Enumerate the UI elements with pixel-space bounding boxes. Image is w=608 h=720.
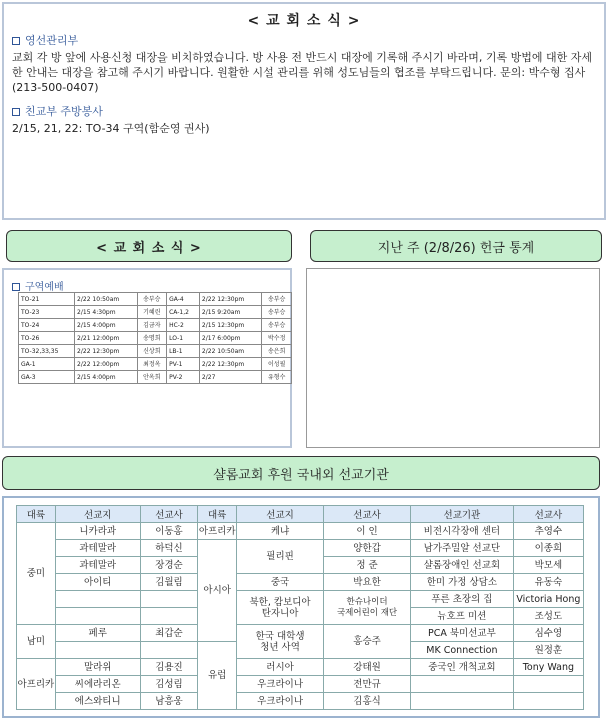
facility-notice-text: 교회 각 방 앞에 사용신청 대장을 비치하였습니다. 방 사용 전 반드시 대장에 기록해 주시기 바라며, 기록 방법에 대한 자세한 안내는 대장을 참고해 주시기 바랍니다. 원활한 시설 관리를 위해 성도님들의 협조를 부탁드립니다. 문의: 박수형 집사(213-500-0407): [12, 51, 592, 94]
district-row: [19, 306, 292, 319]
district-row: [19, 332, 292, 345]
district-cell: 최정옥: [137, 358, 167, 371]
district-cell: 김금자: [137, 319, 167, 332]
missions-header-cell: 선교사: [513, 506, 583, 523]
missions-row: [17, 693, 584, 710]
missions-cell: 한국 대학생 청년 사역: [237, 625, 324, 659]
district-cell: TO-26: [19, 332, 75, 345]
missions-cell: 심수영: [513, 625, 583, 642]
tab-church-news[interactable]: [6, 230, 292, 262]
missions-cell: [140, 642, 198, 659]
district-worship-heading: 구역예배: [25, 282, 64, 293]
district-cell: 2/15 12:30pm: [199, 319, 261, 332]
missions-cell: 양한갑: [324, 540, 411, 557]
missions-cell: 전만규: [324, 676, 411, 693]
district-cell: TO-32,33,35: [19, 345, 75, 358]
district-cell: 송부승: [262, 319, 292, 332]
district-cell: 2/22 12:00pm: [75, 358, 137, 371]
continent-cell: 아시아: [198, 540, 237, 642]
district-cell: 송은희: [262, 345, 292, 358]
missions-cell: 박요한: [324, 574, 411, 591]
district-cell: GA-4: [167, 293, 200, 306]
missions-cell: [411, 693, 514, 710]
district-cell: 2/27: [199, 371, 261, 384]
district-row: [19, 319, 292, 332]
square-bullet-icon: [12, 283, 20, 291]
missions-cell: [140, 591, 198, 608]
missions-banner: [2, 456, 600, 490]
district-cell: 2/17 6:00pm: [199, 332, 261, 345]
district-row: [19, 293, 292, 306]
missions-cell: PCA 북미선교부: [411, 625, 514, 642]
district-row: [19, 371, 292, 384]
missions-cell: 우크라이나: [237, 693, 324, 710]
district-cell: 2/15 4:00pm: [75, 371, 137, 384]
missions-cell: 중국인 개척교회: [411, 659, 514, 676]
missions-cell: 추영수: [513, 523, 583, 540]
missions-cell: 니카라과: [55, 523, 140, 540]
missions-cell: 아이티: [55, 574, 140, 591]
missions-cell: 강태원: [324, 659, 411, 676]
district-cell: 안옥희: [137, 371, 167, 384]
missions-header-cell: 대륙: [17, 506, 56, 523]
continent-cell: 남미: [17, 625, 56, 659]
missions-cell: 중국: [237, 574, 324, 591]
missions-row: [17, 591, 584, 608]
missions-cell: 샬롬장애인 선교회: [411, 557, 514, 574]
district-cell: 박수정: [262, 332, 292, 345]
missions-cell: 이동홍: [140, 523, 198, 540]
missions-row: [17, 574, 584, 591]
district-cell: TO-24: [19, 319, 75, 332]
district-cell: 송부승: [262, 293, 292, 306]
missions-cell: Victoria Hong: [513, 591, 583, 608]
district-cell: 2/21 12:00pm: [75, 332, 137, 345]
missions-cell: 비전시각장애 센터: [411, 523, 514, 540]
district-cell: 2/15 4:00pm: [75, 319, 137, 332]
missions-header-cell: 선교지: [237, 506, 324, 523]
district-cell: 2/22 12:30pm: [199, 293, 261, 306]
church-notice-panel: [2, 2, 606, 220]
missions-panel: [2, 496, 600, 718]
missions-cell: MK Connection: [411, 642, 514, 659]
offering-stats-panel: [306, 268, 600, 448]
tab-offering-stats-label: 지난 주 (2/8/26) 헌금 통계: [377, 240, 535, 256]
missions-cell: 김성림: [140, 676, 198, 693]
missions-cell: 에스와티니: [55, 693, 140, 710]
district-cell: 2/15 4:30pm: [75, 306, 137, 319]
missions-header-cell: 대륙: [198, 506, 237, 523]
missions-header-cell: 선교사: [324, 506, 411, 523]
missions-cell: [513, 676, 583, 693]
district-cell: 이성필: [262, 358, 292, 371]
missions-cell: 과테말라: [55, 557, 140, 574]
missions-cell: 케냐: [237, 523, 324, 540]
missions-cell: [55, 591, 140, 608]
missions-cell: [140, 608, 198, 625]
missions-cell: 하덕신: [140, 540, 198, 557]
district-cell: GA-1: [19, 358, 75, 371]
missions-cell: 과테말라: [55, 540, 140, 557]
missions-cell: [55, 608, 140, 625]
missions-cell: 페루: [55, 625, 140, 642]
missions-cell: 조성도: [513, 608, 583, 625]
missions-cell: 김월림: [140, 574, 198, 591]
missions-cell: 남가주밀알 선교단: [411, 540, 514, 557]
missions-cell: 원정훈: [513, 642, 583, 659]
missions-cell: Tony Wang: [513, 659, 583, 676]
tab-offering-stats[interactable]: [310, 230, 602, 262]
missions-cell: 정 준: [324, 557, 411, 574]
missions-cell: 장경순: [140, 557, 198, 574]
missions-cell: 말라위: [55, 659, 140, 676]
missions-row: [17, 676, 584, 693]
district-cell: 2/15 9:20am: [199, 306, 261, 319]
district-cell: 2/22 10:50am: [75, 293, 137, 306]
missions-cell: 우크라이나: [237, 676, 324, 693]
district-cell: PV-2: [167, 371, 200, 384]
district-worship-panel: [2, 268, 292, 448]
square-bullet-icon: [12, 108, 20, 116]
missions-banner-title: 샬롬교회 후원 국내외 선교기관: [213, 467, 389, 483]
missions-cell: 김홍식: [324, 693, 411, 710]
missions-header-cell: 선교지: [55, 506, 140, 523]
square-bullet-icon: [12, 37, 20, 45]
district-cell: 기혜린: [137, 306, 167, 319]
district-cell: 신상희: [137, 345, 167, 358]
missions-cell: 뉴호프 미션: [411, 608, 514, 625]
district-cell: CA-1,2: [167, 306, 200, 319]
district-cell: TO-21: [19, 293, 75, 306]
missions-cell: 박모세: [513, 557, 583, 574]
notice-title: < 교 회 소 식 >: [247, 13, 361, 29]
missions-cell: 최갑순: [140, 625, 198, 642]
missions-cell: [513, 693, 583, 710]
district-schedule-table: [18, 292, 292, 384]
district-cell: 2/22 12:30pm: [199, 358, 261, 371]
continent-cell: 아프리카: [198, 523, 237, 540]
district-cell: TO-23: [19, 306, 75, 319]
district-cell: HC-2: [167, 319, 200, 332]
missions-cell: 러시아: [237, 659, 324, 676]
district-cell: LO-1: [167, 332, 200, 345]
continent-cell: 아프리카: [17, 659, 56, 710]
district-cell: 송부승: [137, 293, 167, 306]
missions-cell: 필리핀: [237, 540, 324, 574]
missions-cell: 이종희: [513, 540, 583, 557]
district-cell: 송부승: [262, 306, 292, 319]
missions-cell: 남흥웅: [140, 693, 198, 710]
missions-cell: 김용진: [140, 659, 198, 676]
missions-cell: 한슈나이더 국제어린이 재단: [324, 591, 411, 625]
district-cell: 유형수: [262, 371, 292, 384]
missions-cell: 한미 가정 상담소: [411, 574, 514, 591]
missions-cell: 북한, 캄보디아 탄자니아: [237, 591, 324, 625]
district-cell: 2/22 12:30pm: [75, 345, 137, 358]
missions-cell: 푸른 초장의 집: [411, 591, 514, 608]
missions-table: [16, 505, 584, 710]
kitchen-notice-text: 2/15, 21, 22: TO-34 구역(함순영 권사): [12, 122, 210, 135]
district-cell: 2/22 10:50am: [199, 345, 261, 358]
continent-cell: 유럽: [198, 642, 237, 710]
tab-church-news-label: < 교 회 소 식 >: [96, 240, 202, 256]
missions-row: [17, 540, 584, 557]
missions-cell: 유동숙: [513, 574, 583, 591]
missions-cell: [411, 676, 514, 693]
missions-header-cell: 선교기관: [411, 506, 514, 523]
district-cell: PV-1: [167, 358, 200, 371]
missions-cell: 이 인: [324, 523, 411, 540]
missions-cell: 씨에라리온: [55, 676, 140, 693]
facility-dept-heading: 영선관리부: [25, 34, 79, 47]
missions-cell: [55, 642, 140, 659]
district-cell: GA-3: [19, 371, 75, 384]
missions-cell: 홍승주: [324, 625, 411, 659]
kitchen-dept-heading: 친교부 주방봉사: [25, 105, 103, 118]
district-cell: 송명희: [137, 332, 167, 345]
missions-header-cell: 선교사: [140, 506, 198, 523]
continent-cell: 중미: [17, 523, 56, 625]
district-row: [19, 345, 292, 358]
missions-row: [17, 523, 584, 540]
missions-row: [17, 659, 584, 676]
district-row: [19, 358, 292, 371]
district-cell: LB-1: [167, 345, 200, 358]
missions-row: [17, 625, 584, 642]
